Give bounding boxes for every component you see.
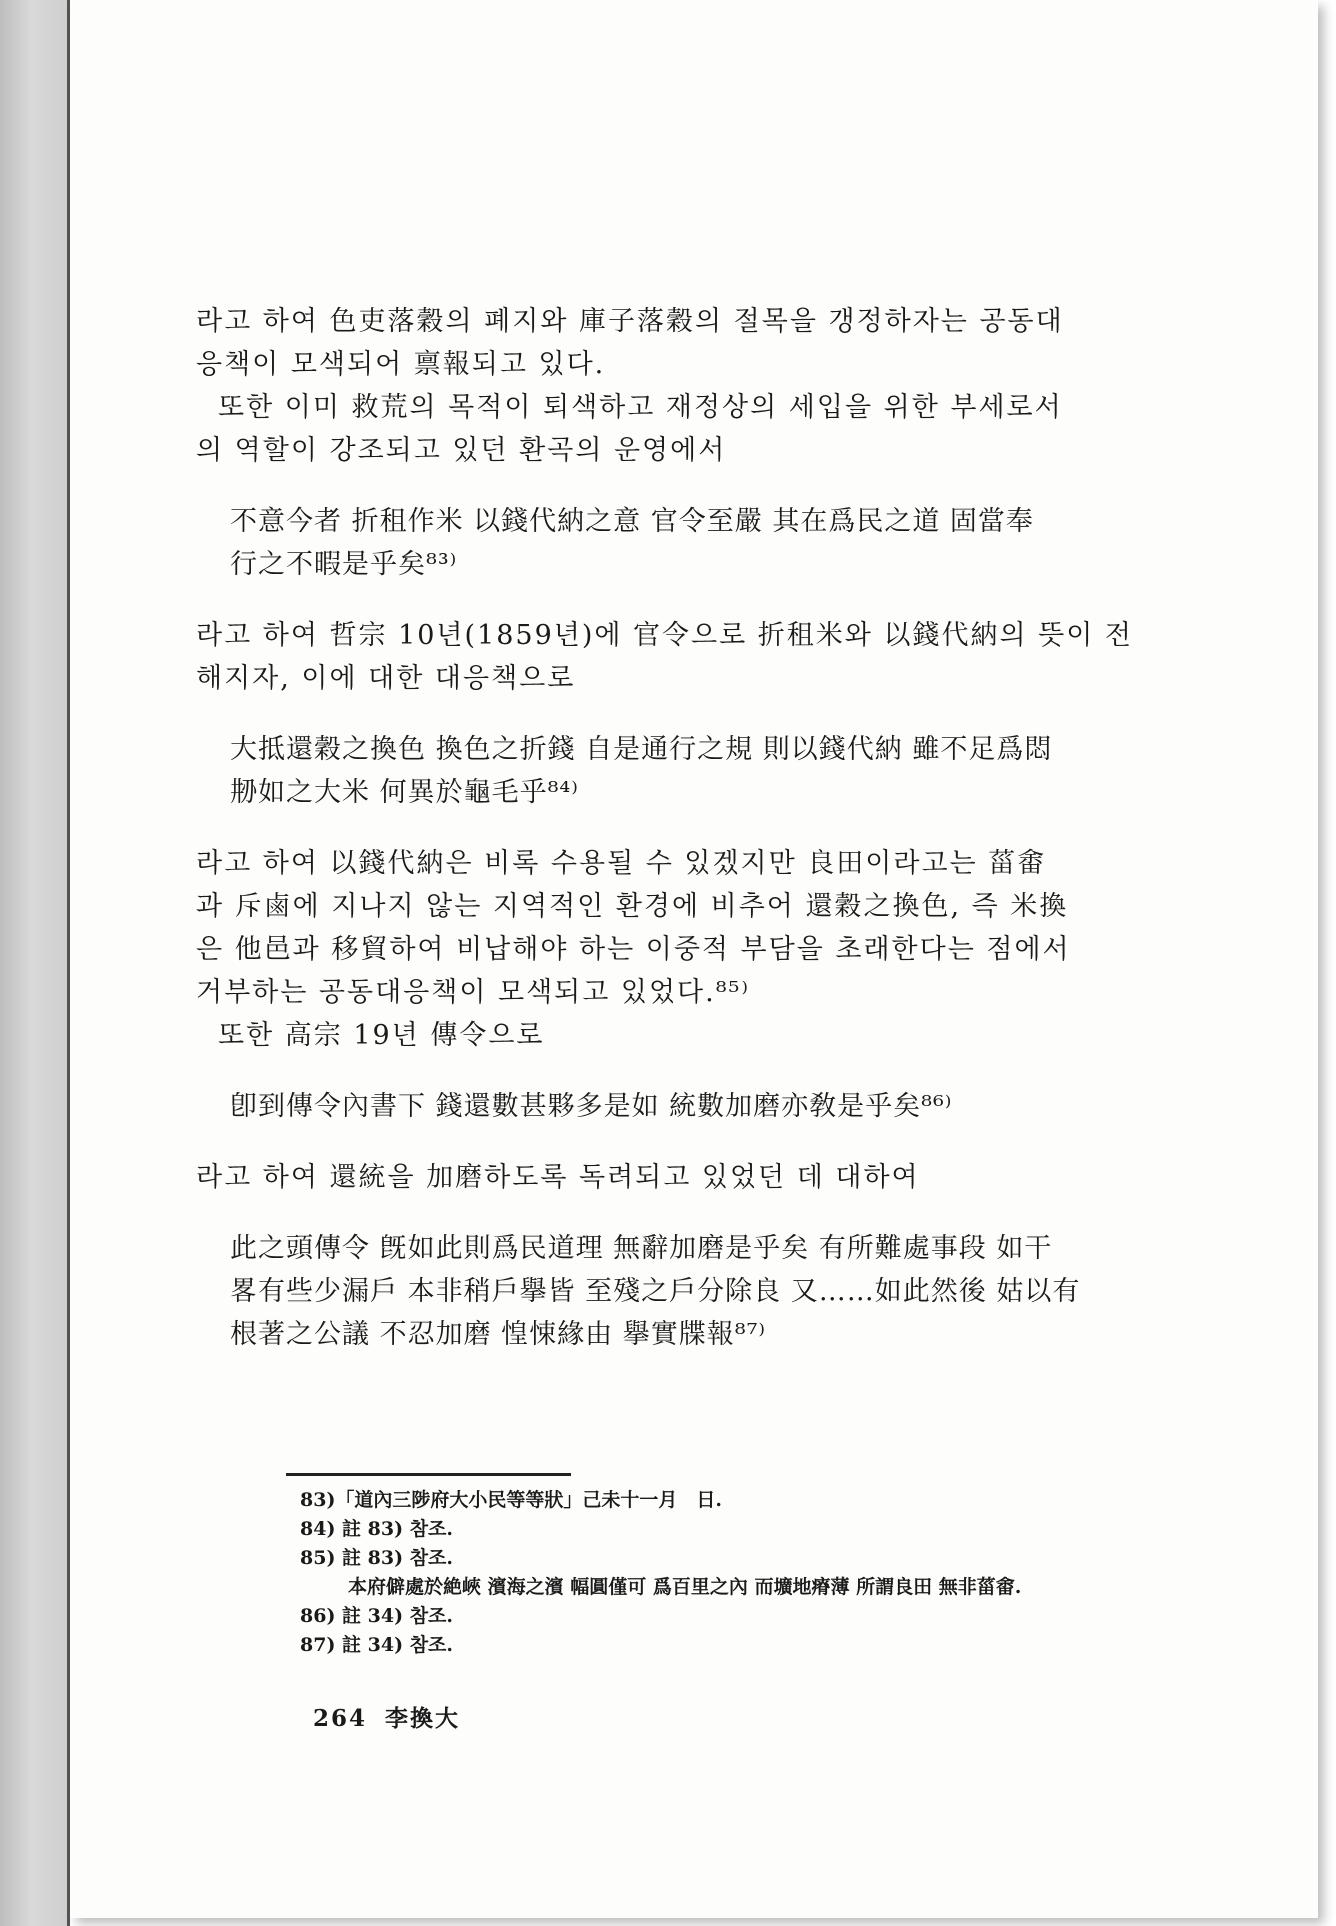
main-text	[196, 300, 1171, 1356]
paragraph-2: 또한 이미 救荒의 목적이 퇴색하고 재정상의 세입을 위한 부세로서 의 역할이 강조되고 있던 환곡의 운영에서	[196, 392, 1063, 466]
quotation-1: 不意今者 折租作米 以錢代納之意 官令至嚴 其在爲民之道 固當奉 行之不暇是乎矣⁸³⁾	[230, 506, 1034, 580]
footnote-85: 85) 註 83) 참조.	[300, 1547, 454, 1569]
paragraph-4: 라고 하여 以錢代納은 비록 수용될 수 있겠지만 良田이라고는 菑畬 과 斥鹵에 지나지 않는 지역적인 환경에 비추어 還穀之換色, 즉 米換 은 他邑과 移貿하여 비납해야 하는 이중적 부담을 초래한다는 점에서 거부하는 공동대응책이 모색되고 있었다.⁸⁵⁾	[196, 848, 1071, 1008]
footnote-84: 84) 註 83) 참조.	[300, 1518, 454, 1540]
quotation-2: 大抵還穀之換色 換色之折錢 自是通行之規 則以錢代納 雖不足爲悶 刱如之大米 何異於龜毛乎⁸⁴⁾	[230, 734, 1053, 808]
quotation-3: 卽到傳令內書下 錢還數甚夥多是如 統數加磨亦敎是乎矣⁸⁶⁾	[230, 1091, 953, 1122]
footnote-86: 86) 註 34) 참조.	[300, 1605, 454, 1627]
running-head-author: 李換大	[385, 1705, 461, 1732]
paragraph-6: 라고 하여 還統을 加磨하도록 독려되고 있었던 데 대하여	[196, 1162, 920, 1193]
paragraph-1: 라고 하여 色吏落穀의 폐지와 庫子落穀의 절목을 갱정하자는 공동대 응책이 모색되어 禀報되고 있다.	[196, 306, 1064, 380]
page-folio	[313, 1700, 478, 1733]
quotation-4: 此之頭傳令 旣如此則爲民道理 無辭加磨是乎矣 有所難處事段 如干 畧有些少漏戶 本非稍戶擧皆 至殘之戶分除良 又……如此然後 姑以有 根著之公議 不忍加磨 惶悚緣由 擧實牒報⁸⁷⁾	[230, 1233, 1081, 1350]
page-number: 264	[313, 1705, 368, 1732]
footnote-85-quote: 本府僻處於絶峽 濱海之濱 幅圓僅可 爲百里之內 而壙地瘠薄 所謂良田 無非菑畬.	[348, 1576, 1022, 1598]
paragraph-3: 라고 하여 哲宗 10년(1859년)에 官令으로 折租米와 以錢代納의 뜻이 전 해지자, 이에 대한 대응책으로	[196, 620, 1133, 694]
footnotes	[300, 1486, 1140, 1660]
footnote-separator	[286, 1473, 571, 1476]
footnote-87: 87) 註 34) 참조.	[300, 1634, 454, 1656]
book-spine-edge	[0, 0, 70, 1926]
footnote-83: 83)「道內三陟府大小民等等狀」己未十一月 日.	[300, 1489, 723, 1511]
paragraph-5: 또한 高宗 19년 傳令으로	[218, 1020, 545, 1051]
